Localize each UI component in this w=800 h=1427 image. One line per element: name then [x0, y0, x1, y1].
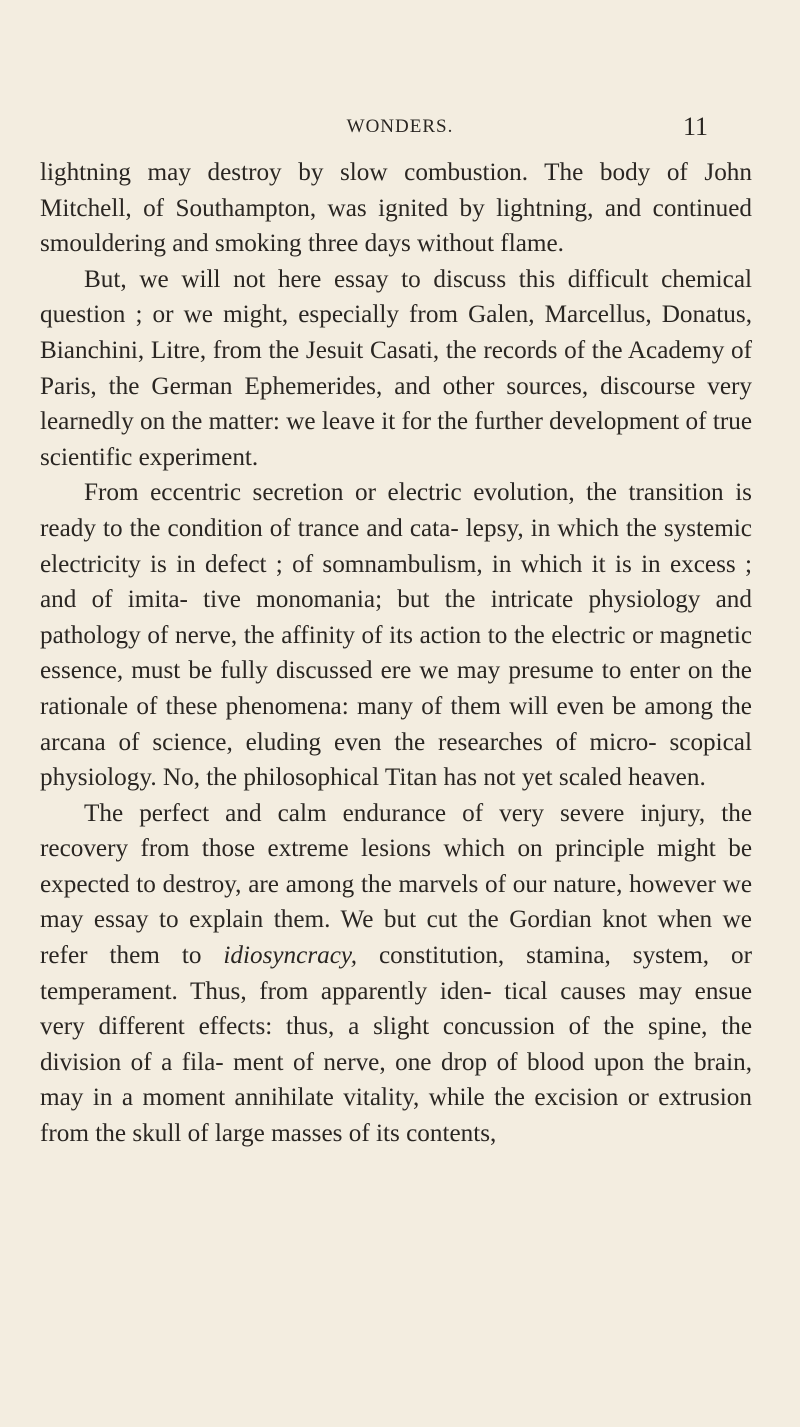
running-title: WONDERS. — [346, 116, 454, 137]
running-head — [0, 112, 800, 142]
paragraph-text: But, we will not here essay to discuss this difficult chemical question ; or we might, especially from Galen, Marcellus, Donatus, Bianchini, Litre, from the Jesuit Casati, the records of the Academy of Paris, the German Ephemerides, and other sources, discourse very learnedly on the matter: we leave it for the further development of true scientific experiment. — [40, 265, 752, 471]
paragraph-text: constitution, stamina, system, or temperament. Thus, from apparently iden- tical causes may ensue very different effects: thus, a slight concussion of the spine, the division of a fila- ment of nerve, one drop of blood upon the brain, may in a moment annihilate vitality, while the excision or extrusion from the skull of large masses of its contents, — [40, 942, 752, 1148]
paragraph-text: From eccentric secretion or electric evolution, the transition is ready to the condition of trance and cata- lepsy, in which the systemic electricity is in defect ; of somnambulism, in which it is in excess ; and of imita- tive monomania; but the intricate physiology and pathology of nerve, the affinity of its action to the electric or magnetic essence, must be fully discussed ere we may presume to enter on the rationale of these phenomena: many of them will even be among the arcana of science, eluding even the researches of micro- scopical physiology. No, the philosophical Titan has not yet scaled heaven. — [40, 479, 752, 792]
paragraph-text: lightning may destroy by slow combustion. The body of John Mitchell, of Southampton, was ignited by lightning, and continued smouldering and smoking three days without flame. — [40, 159, 752, 258]
paragraph — [40, 155, 752, 262]
paragraph-text: The perfect and calm endurance of very severe injury, the recovery from those extreme lesions which on principle might be expected to destroy, are among the marvels of our nature, however we may essay to explain them. We but cut the Gordian knot when we refer them to — [40, 799, 752, 970]
paragraph — [40, 475, 752, 795]
page-number: 11 — [682, 112, 708, 141]
italic-text: idiosyncracy, — [223, 942, 357, 970]
body-text — [40, 155, 752, 1152]
paragraph — [40, 262, 752, 476]
paragraph — [40, 796, 752, 1152]
